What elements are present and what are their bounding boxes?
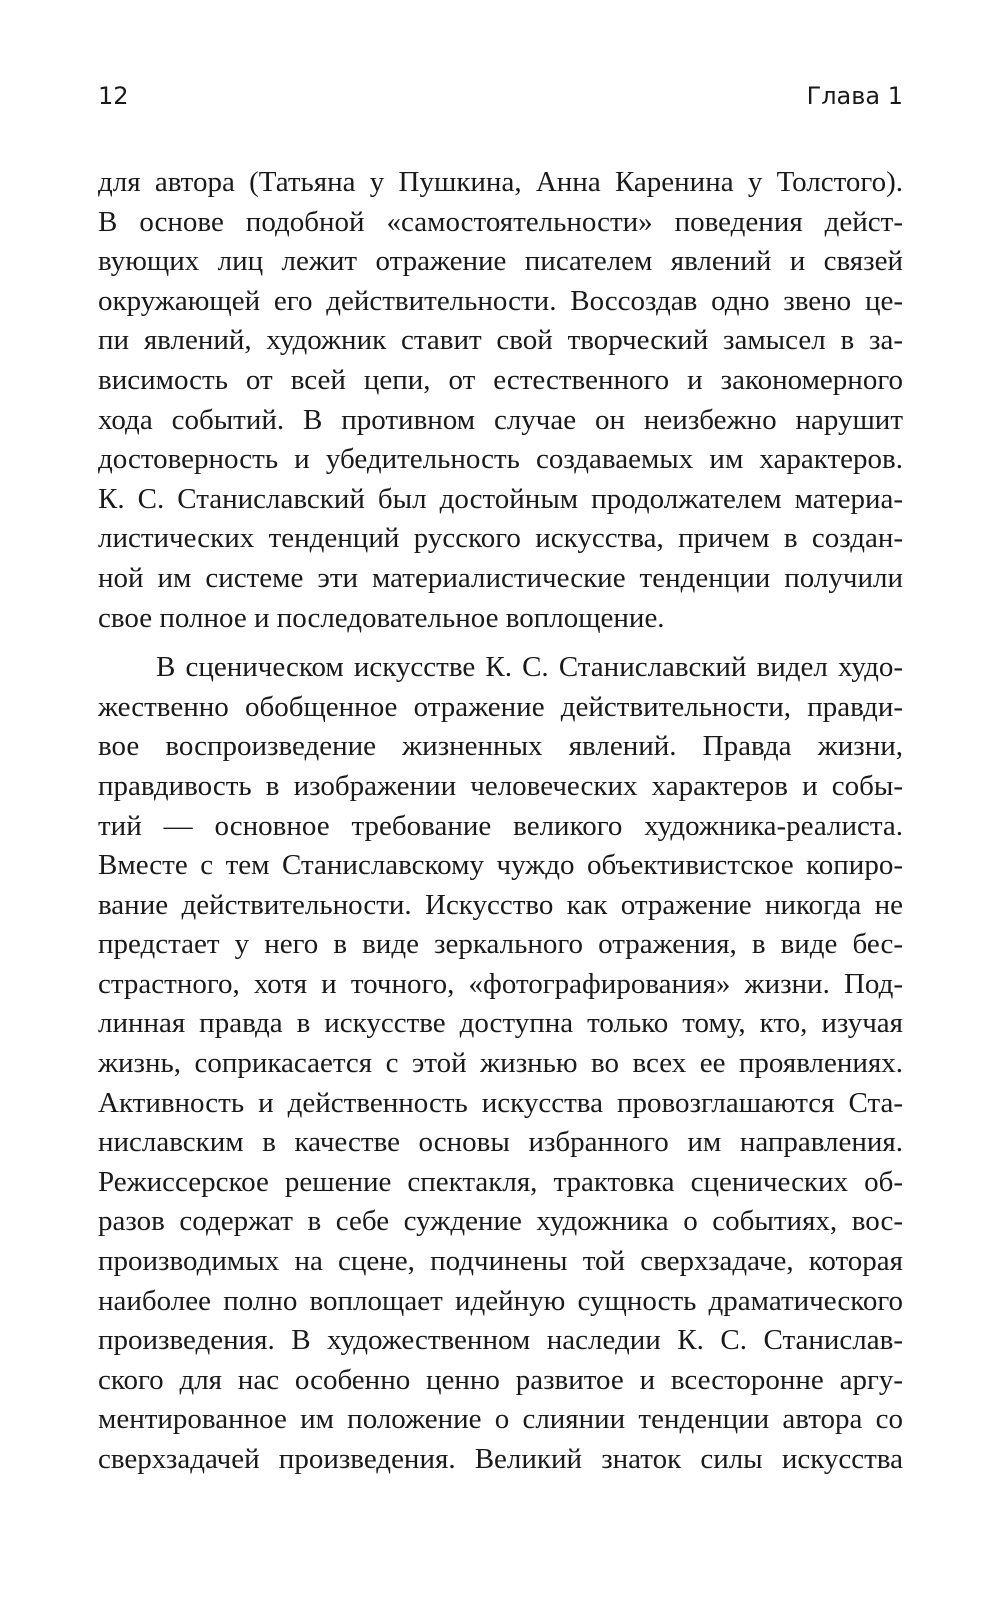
text-line: правдивость в изображении человеческих характеров и собы- bbox=[98, 769, 903, 802]
text-line: линная правда в искусстве доступна только тому, кто, изучая bbox=[98, 1007, 903, 1040]
text-line: пи явлений, художник ставит свой творческий замысел в за- bbox=[98, 324, 903, 357]
text-line: наиболее полно воплощает идейную сущность драматического bbox=[98, 1284, 903, 1317]
paragraph-1 bbox=[98, 163, 903, 638]
text-line: Активность и действенность искусства провозглашаются Ста- bbox=[98, 1086, 903, 1119]
text-line: висимость от всей цепи, от естественного и закономерного bbox=[98, 363, 903, 396]
text-line: Вместе с тем Станиславскому чуждо объективистское копиро- bbox=[98, 849, 903, 882]
text-line: ной им системе эти материалистические тенденции получили bbox=[98, 561, 903, 594]
text-line: производимых на сцене, подчинены той сверхзадаче, которая bbox=[98, 1245, 903, 1278]
text-line: тий — основное требование великого художника-реалиста. bbox=[98, 809, 903, 842]
text-line: ментированное им положение о слиянии тенденции автора со bbox=[98, 1403, 903, 1436]
running-head: Глава 1 bbox=[806, 82, 903, 110]
text-line: разов содержат в себе суждение художника о событиях, вос- bbox=[98, 1205, 903, 1238]
text-line: вое воспроизведение жизненных явлений. Правда жизни, bbox=[98, 730, 903, 763]
text-line: Режиссерское решение спектакля, трактовка сценических об- bbox=[98, 1165, 903, 1198]
paragraph-2 bbox=[98, 648, 903, 1479]
text-line: для автора (Татьяна у Пушкина, Анна Каренина у Толстого). bbox=[98, 166, 903, 198]
text-line: предстает у него в виде зеркального отражения, в виде бес- bbox=[98, 928, 903, 961]
text-line: жественно обобщенное отражение действительности, правди- bbox=[98, 690, 903, 723]
text-line: вующих лиц лежит отражение писателем явлений и связей bbox=[98, 245, 903, 278]
text-line: ского для нас особенно ценно развитое и всесторонне аргу- bbox=[98, 1363, 903, 1396]
text-line: вание действительности. Искусство как отражение никогда не bbox=[98, 888, 903, 921]
page-header bbox=[98, 82, 903, 122]
text-line: свое полное и последовательное воплощение. bbox=[98, 601, 665, 634]
body-text bbox=[98, 163, 903, 1480]
text-line: окружающей его действительности. Воссоздав одно звено це- bbox=[98, 284, 903, 317]
text-line: достоверность и убедительность создаваемых им характеров. bbox=[98, 443, 903, 476]
text-line: К. С. Станиславский был достойным продолжателем материа- bbox=[98, 482, 903, 515]
page-number: 12 bbox=[98, 82, 129, 110]
text-line: В сценическом искусстве К. С. Станиславский видел худо- bbox=[156, 651, 903, 684]
paragraph-gap bbox=[98, 638, 903, 648]
text-line: хода событий. В противном случае он неизбежно нарушит bbox=[98, 403, 903, 436]
text-line: сверхзадачей произведения. Великий знаток силы искусства bbox=[98, 1443, 903, 1475]
text-line: листических тенденций русского искусства, причем в создан- bbox=[98, 522, 903, 555]
text-line: произведения. В художественном наследии К. С. Станислав- bbox=[98, 1324, 903, 1357]
text-line: ниславским в качестве основы избранного им направления. bbox=[98, 1126, 903, 1159]
text-line: жизнь, соприкасается с этой жизнью во всех ее проявлениях. bbox=[98, 1047, 903, 1080]
text-line: В основе подобной «самостоятельности» поведения дейст- bbox=[98, 205, 903, 238]
text-line: страстного, хотя и точного, «фотографирования» жизни. Под- bbox=[98, 967, 903, 1000]
